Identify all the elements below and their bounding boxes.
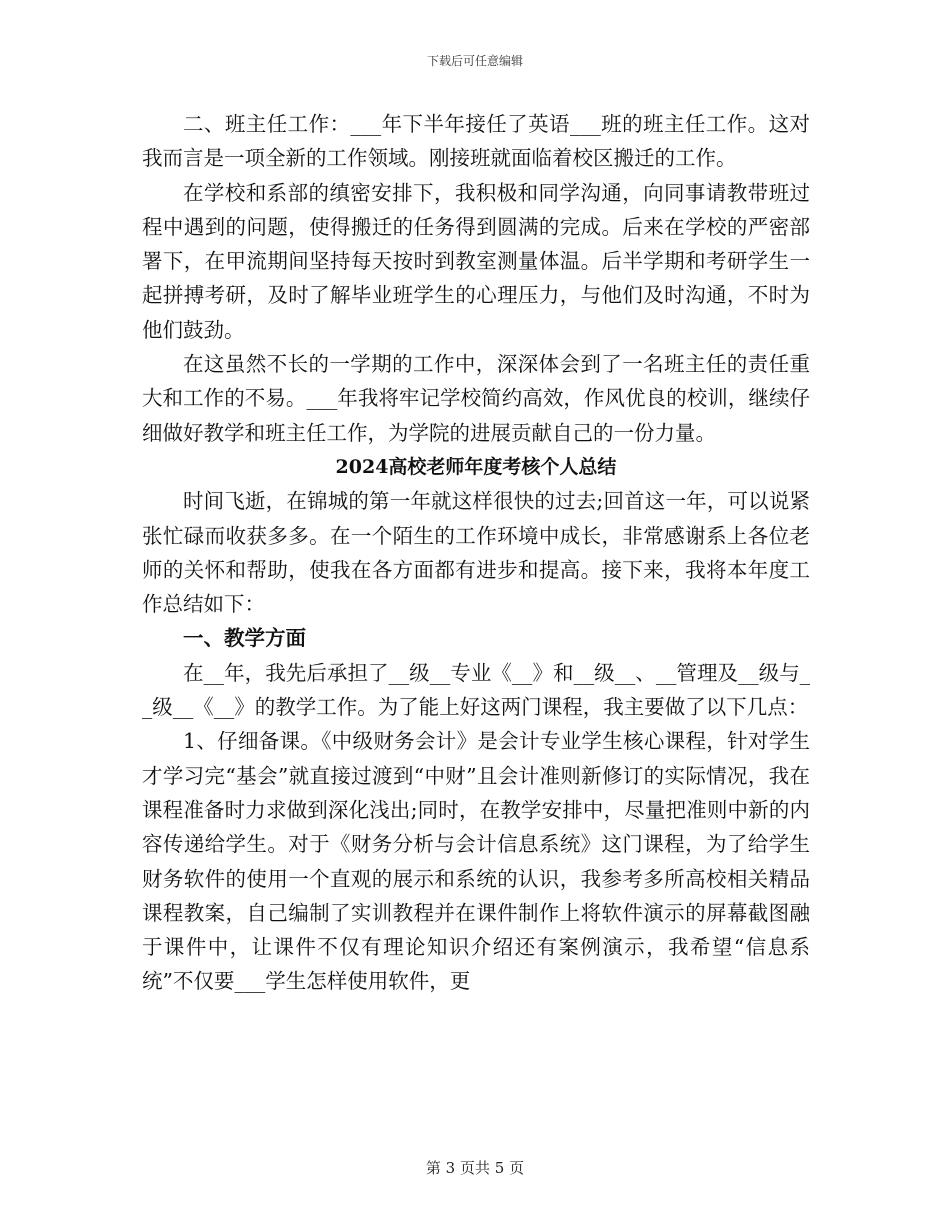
section-heading-teaching: 一、教学方面 <box>183 626 306 651</box>
document-title: 2024高校老师年度考核个人总结 <box>335 455 617 478</box>
paragraph-year-intro: 时间飞逝，在锦城的第一年就这样很快的过去;回首这一年，可以说紧张忙碌而收获多多。在一个陌生的工作环境中成长，非常感谢系上各位老师的关怀和帮助，使我在各方面都有进步和提高。接下来，我将本年度工作总结如下： <box>142 489 810 617</box>
paragraph-courses: 在__年，我先后承担了__级__专业《__》和__级__、__管理及__级与__级__《__》的教学工作。为了能上好这两门课程，我主要做了以下几点： <box>142 660 810 720</box>
paragraph-class-arrangements: 在学校和系部的缜密安排下，我积极和同学沟通，向同事请教带班过程中遇到的问题，使得搬迁的任务得到圆满的完成。后来在学校的严密部署下，在甲流期间坚持每天按时到教室测量体温。后半学期和考研学生一起拼搏考研，及时了解毕业班学生的心理压力，与他们及时沟通，不时为他们鼓劲。 <box>142 180 810 342</box>
paragraph-semester-reflection: 在这虽然不长的一学期的工作中，深深体会到了一名班主任的责任重大和工作的不易。___年我将牢记学校简约高效，作风优良的校训，继续仔细做好教学和班主任工作，为学院的进展贡献自己的一份力量。 <box>142 352 810 445</box>
paragraph-lesson-prep: 1、仔细备课。《中级财务会计》是会计专业学生核心课程，针对学生才学习完“基会”就直接过渡到“中财”且会计准则新修订的实际情况，我在课程准备时力求做到深化浅出;同时，在教学安排中，尽量把准则中新的内容传递给学生。对于《财务分析与会计信息系统》这门课程，为了给学生财务软件的使用一个直观的展示和系统的认识，我参考多所高校相关精品课程教案，自己编制了实训教程并在课件制作上将软件演示的屏幕截图融于课件中，让课件不仅有理论知识介绍还有案例演示，我希望“信息系统”不仅要___学生怎样使用软件，更 <box>142 729 810 994</box>
page-footer: 第 3 页共 5 页 <box>425 1159 525 1177</box>
document-body <box>142 107 810 999</box>
page-header: 下载后可任意编辑 <box>426 54 523 68</box>
paragraph-head-teacher-work: 二、班主任工作：___年下半年接任了英语___班的班主任工作。这对我而言是一项全新的工作领域。刚接班就面临着校区搬迁的工作。 <box>142 112 810 171</box>
